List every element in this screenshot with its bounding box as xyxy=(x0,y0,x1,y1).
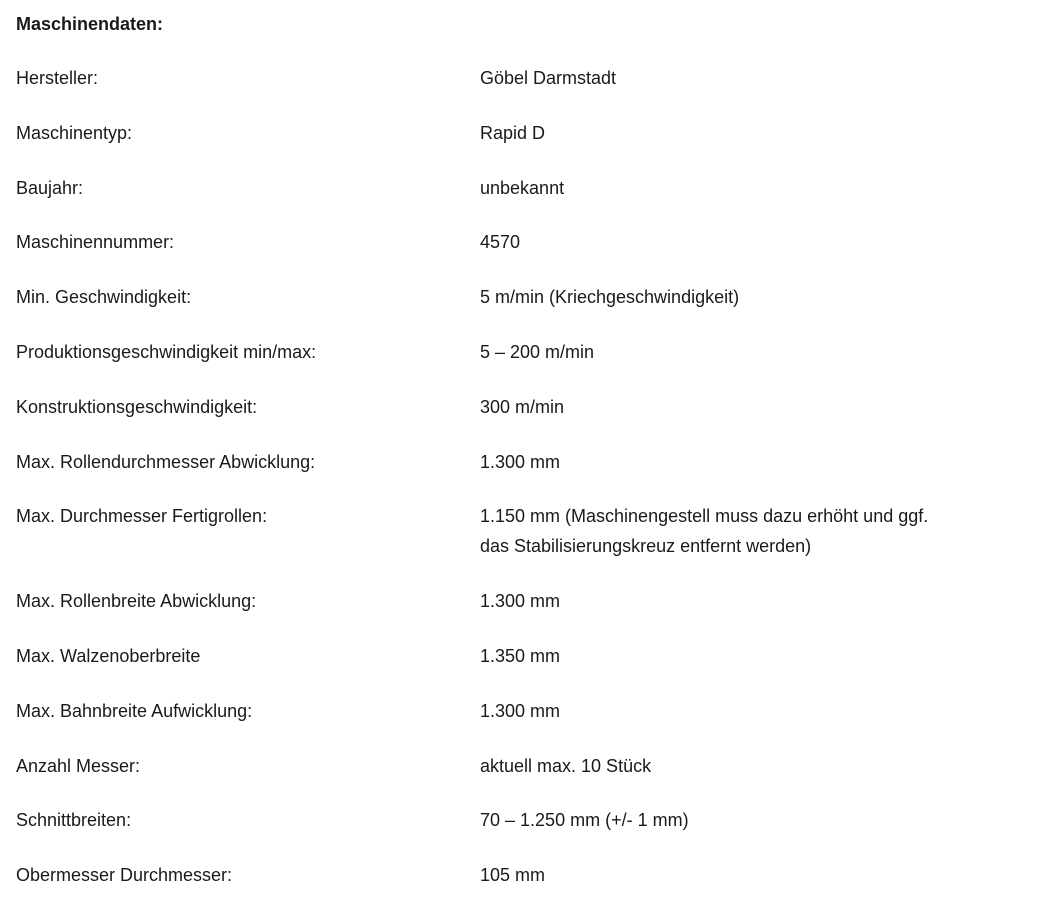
spec-row xyxy=(16,860,1046,890)
spec-value: 300 m/min xyxy=(480,396,565,417)
spec-value: 1.300 mm xyxy=(480,591,561,612)
spec-value: 70 – 1.250 mm (+/- 1 mm) xyxy=(480,810,689,831)
spec-row xyxy=(16,63,1046,93)
spec-label: Anzahl Messer: xyxy=(16,755,141,776)
spec-label: Hersteller: xyxy=(16,68,99,88)
spec-label: Max. Rollenbreite Abwicklung: xyxy=(16,591,257,612)
spec-row xyxy=(16,751,1046,781)
spec-label: Maschinentyp: xyxy=(16,122,133,143)
spec-value: Rapid D xyxy=(480,122,546,143)
spec-row xyxy=(16,501,1046,561)
spec-value xyxy=(480,501,1046,561)
spec-label: Baujahr: xyxy=(16,177,84,198)
spec-value: 1.300 mm xyxy=(480,700,561,721)
spec-row xyxy=(16,392,1046,422)
spec-list xyxy=(16,63,1046,890)
spec-label: Konstruktionsgeschwindigkeit: xyxy=(16,396,258,417)
spec-label: Obermesser Durchmesser: xyxy=(16,865,233,886)
spec-label: Schnittbreiten: xyxy=(16,810,132,831)
spec-row xyxy=(16,118,1046,148)
spec-row xyxy=(16,586,1046,616)
spec-value: 1.350 mm xyxy=(480,645,561,666)
spec-value: 105 mm xyxy=(480,865,546,886)
spec-row xyxy=(16,805,1046,835)
spec-value-line: das Stabilisierungskreuz entfernt werden) xyxy=(480,536,812,557)
spec-value-line: 1.150 mm (Maschinengestell muss dazu erhöht und ggf. xyxy=(480,506,929,527)
machine-data-document xyxy=(16,9,1046,915)
spec-value: aktuell max. 10 Stück xyxy=(480,755,652,776)
spec-value: unbekannt xyxy=(480,177,565,198)
spec-value: 5 – 200 m/min xyxy=(480,341,595,362)
spec-row xyxy=(16,173,1046,203)
spec-label: Max. Bahnbreite Aufwicklung: xyxy=(16,700,253,721)
spec-value: 1.300 mm xyxy=(480,451,561,472)
spec-label: Max. Durchmesser Fertigrollen: xyxy=(16,506,268,527)
spec-row xyxy=(16,227,1046,257)
spec-label: Max. Walzenoberbreite xyxy=(16,645,201,666)
spec-label: Min. Geschwindigkeit: xyxy=(16,287,192,308)
spec-row xyxy=(16,337,1046,367)
spec-label: Max. Rollendurchmesser Abwicklung: xyxy=(16,451,316,472)
spec-value: Göbel Darmstadt xyxy=(480,68,617,88)
spec-row xyxy=(16,282,1046,312)
spec-row xyxy=(16,641,1046,671)
spec-label: Maschinennummer: xyxy=(16,232,175,253)
spec-value: 4570 xyxy=(480,232,521,253)
spec-value: 5 m/min (Kriechgeschwindigkeit) xyxy=(480,287,740,308)
spec-row xyxy=(16,447,1046,477)
spec-row xyxy=(16,696,1046,726)
section-title: Maschinendaten: xyxy=(16,14,164,34)
spec-label: Produktionsgeschwindigkeit min/max: xyxy=(16,341,317,362)
